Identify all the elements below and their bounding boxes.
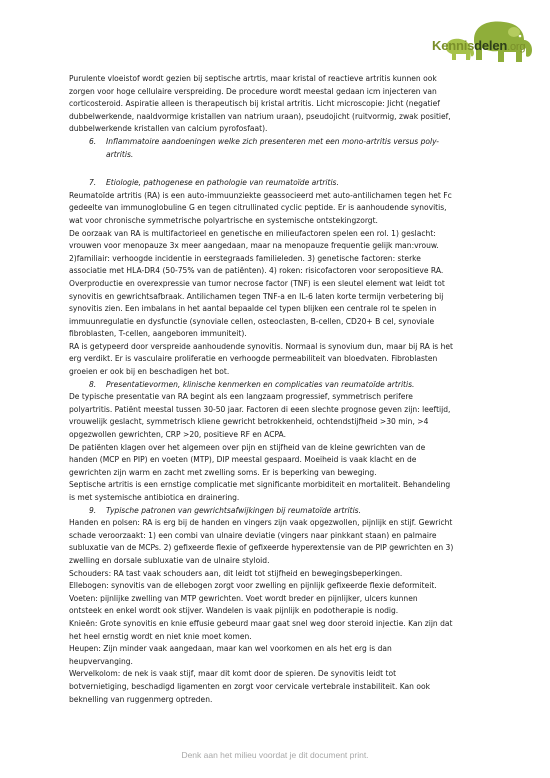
section-heading-6-cont: artritis. [106, 149, 134, 159]
text-line: fibroblasten, T-cellen, aangeboren immuniteit). [69, 329, 247, 339]
text-line: schade veroorzaakt: 1) een combi van ulnaire deviatie (vingers naar pinkkant staan) en palmaire [69, 530, 437, 540]
text-line: Schouders: RA tast vaak schouders aan, dit leidt tot stijfheid en bewegingsbeperkingen. [69, 568, 403, 578]
text-line: De oorzaak van RA is multifactorieel en genetische en milieufactoren spelen een rol. 1) geslacht: [69, 228, 436, 238]
section-title: Typische patronen van gewrichtsafwijkingen bij reumatoïde artritis. [106, 505, 361, 515]
text-line: opgezwollen gewrichten, CRP >20, positieve RF en ACPA. [69, 430, 286, 440]
text-line: De typische presentatie van RA begint als een langzaam progressief, symmetrisch perifere [69, 392, 413, 402]
text-line: gewrichten zijn warm en zacht met zwelling soms. Er is beperking van beweging. [69, 467, 377, 477]
text-line: groeien er ook bij en beschadigen het bot. [69, 367, 230, 377]
text-line: Overproductie en overexpressie van tumor necrose factor (TNF) is een sleutel element wat leidt tot [69, 278, 445, 288]
text-line: polyartritis. Patiënt meestal tussen 30-50 jaar. Factoren di eeen slechte prognose geven zijn: leeftijd, [69, 404, 451, 414]
page-footer: Denk aan het milieu voordat je dit document print. [181, 750, 369, 760]
section-heading-8 [69, 379, 499, 392]
text-line: Purulente vloeistof wordt gezien bij septische artrtis, maar kristal of reactieve artritis kunnen ook [69, 74, 437, 83]
text-line: Wervelkolom: de nek is vaak stijf, maar dit komt door de spieren. De synovitis leidt tot [69, 669, 397, 679]
text-line: synovitis zien. Een imbalans in het aantal bepaalde cel typen blijken een centrale rol te spelen in [69, 304, 437, 314]
section-number: 6. [89, 136, 97, 146]
text-line: ontsteek en enkel wordt ook stijver. Wandelen is vaak pijnlijk en podotherapie is nodig. [69, 606, 399, 616]
section-heading-9 [69, 505, 499, 518]
text-line: De patiënten klagen over het algemeen over pijn en stijfheid van de kleine gewrichten van de [69, 442, 426, 452]
text-line: handen (MCP en PIP) en voeten (MTP), DIP meestal gespaard. Moeiheid is vaak klacht en de [69, 455, 417, 465]
text-line: heupvervanging. [69, 656, 133, 666]
logo-text-part2: delen [474, 38, 508, 53]
text-line: associatie met HLA-DR4 (50-75% van de patiënten). 4) roken: risicofactoren voor seropositieve RA. [69, 266, 444, 276]
text-line: corticosteroid. Aspiratie alleen is therapeutisch bij kristal artritis. Licht microscopie: Jicht (negatief [69, 99, 440, 109]
section-heading-7 [69, 177, 499, 190]
text-line: erg verdikt. Er is vasculaire proliferatie en verhoogde permeabiliteit van bloedvaten. Fibroblasten [69, 354, 438, 364]
text-line: Knieën: Grote synovitis en knie effusie gebeurd maar gaat snel weg door steroid injectie. Kan zijn dat [69, 618, 453, 628]
text-line: zorgen voor hoge cellulaire verspreiding. De procedure wordt meestal gedaan icm injecteren van [69, 86, 437, 96]
text-line: subluxatie van de MCPs. 2) gefixeerde flexie of gefixeerde hyperextensie van de PIP gewrichten en 3) [69, 543, 454, 553]
text-line: Septische artritis is een ernstige complicatie met significante morbiditeit en mortaliteit. Behandeling [69, 480, 451, 490]
section-title: Presentatievormen, klinische kenmerken en complicaties van reumatoïde artritis. [106, 379, 415, 389]
text-line: Ellebogen: synovitis van de ellebogen zorgt voor zwelling en pijnlijk gefixeerde flexie deformiteit. [69, 581, 437, 591]
text-line: immuunregulatie en dysfunctie (synoviale cellen, osteoclasten, B-cellen, CD20+ B cel, synoviale [69, 316, 435, 326]
text-line: Heupen: Zijn minder vaak aangedaan, maar kan wel voorkomen en als het erg is dan [69, 644, 392, 654]
logo-text-part1: Kennis [432, 38, 475, 53]
text-line: vrouwelijk geslacht, symmetrisch kliene gewricht betrokkenheid, ochtendstijfheid >30 min, >4 [69, 417, 429, 427]
text-line: 2)familiair: verhoogde incidentie in eerstegraads familieleden. 3) genetische factoren: sterke [69, 253, 421, 263]
text-line: synovitis en gewrichtsafbraak. Antilichamen tegen TNF-a en IL-6 laten korte termijn verbetering bij [69, 291, 444, 301]
section-number: 9. [89, 505, 97, 515]
text-line: Handen en polsen: RA is erg bij de handen en vingers zijn vaak opgezwollen, pijnlijk en stijf. Gewricht [69, 518, 453, 528]
section-heading-6 [69, 136, 499, 149]
text-line: wat voor chronische symmetrische polyartrische en systemische ontstekingzorgt. [69, 215, 378, 225]
text-line: botvernietiging, beschadigd ligamenten en zorgt voor cervicale vertebrale instabiliteit. Kan ook [69, 681, 430, 691]
text-line: Reumatoïde artritis (RA) is een auto-immuunziekte geassocieerd met auto-antilichamen tegen het Fc [69, 190, 452, 200]
section-title: Etiologie, pathogenese en pathologie van reumatoïde artritis. [106, 178, 339, 188]
text-line: zwelling en dorsale subluxatie van de ulnaire styloid. [69, 555, 270, 565]
document-body [69, 73, 499, 706]
section-number: 7. [89, 178, 97, 188]
text-line: het heel ernstig wordt en niet knie moet komen. [69, 631, 252, 641]
text-line: is met systemische antibiotica en drainering. [69, 493, 240, 502]
logo-text-part3: .org [507, 41, 526, 53]
kennisdelen-logo [416, 18, 536, 76]
text-line: vrouwen voor menopauze 3x meer aangedaan, maar na menopauze frequentie gelijk man:vrouw. [69, 241, 439, 251]
text-line: RA is getypeerd door verspreide aanhoudende synovitis. Normaal is synovium dun, maar bij RA is het [69, 341, 454, 351]
logo-text [432, 38, 525, 53]
text-line: dubbelwerkende kristallen van calcium pyrofosfaat). [69, 124, 268, 134]
section-title: Inflammatoire aandoeningen welke zich presenteren met een mono-artritis versus poly- [106, 136, 440, 146]
section-number: 8. [89, 379, 97, 389]
text-line: Voeten: pijnlijke zwelling van MTP gewrichten. Voet wordt breder en pijnlijker, ulcers kunnen [69, 593, 418, 603]
text-line: dubbelwerkende, naaldvormige kristallen van natrium uraan), pseudojicht (ruitvormig, zwak positief, [69, 111, 451, 121]
text-line: beknelling van ruggenmerg optreden. [69, 694, 213, 704]
text-line: gedeelte van immunoglobuline G en tegen citrullinated cyclic peptide. Er is aanhoudende synovitis, [69, 203, 447, 213]
